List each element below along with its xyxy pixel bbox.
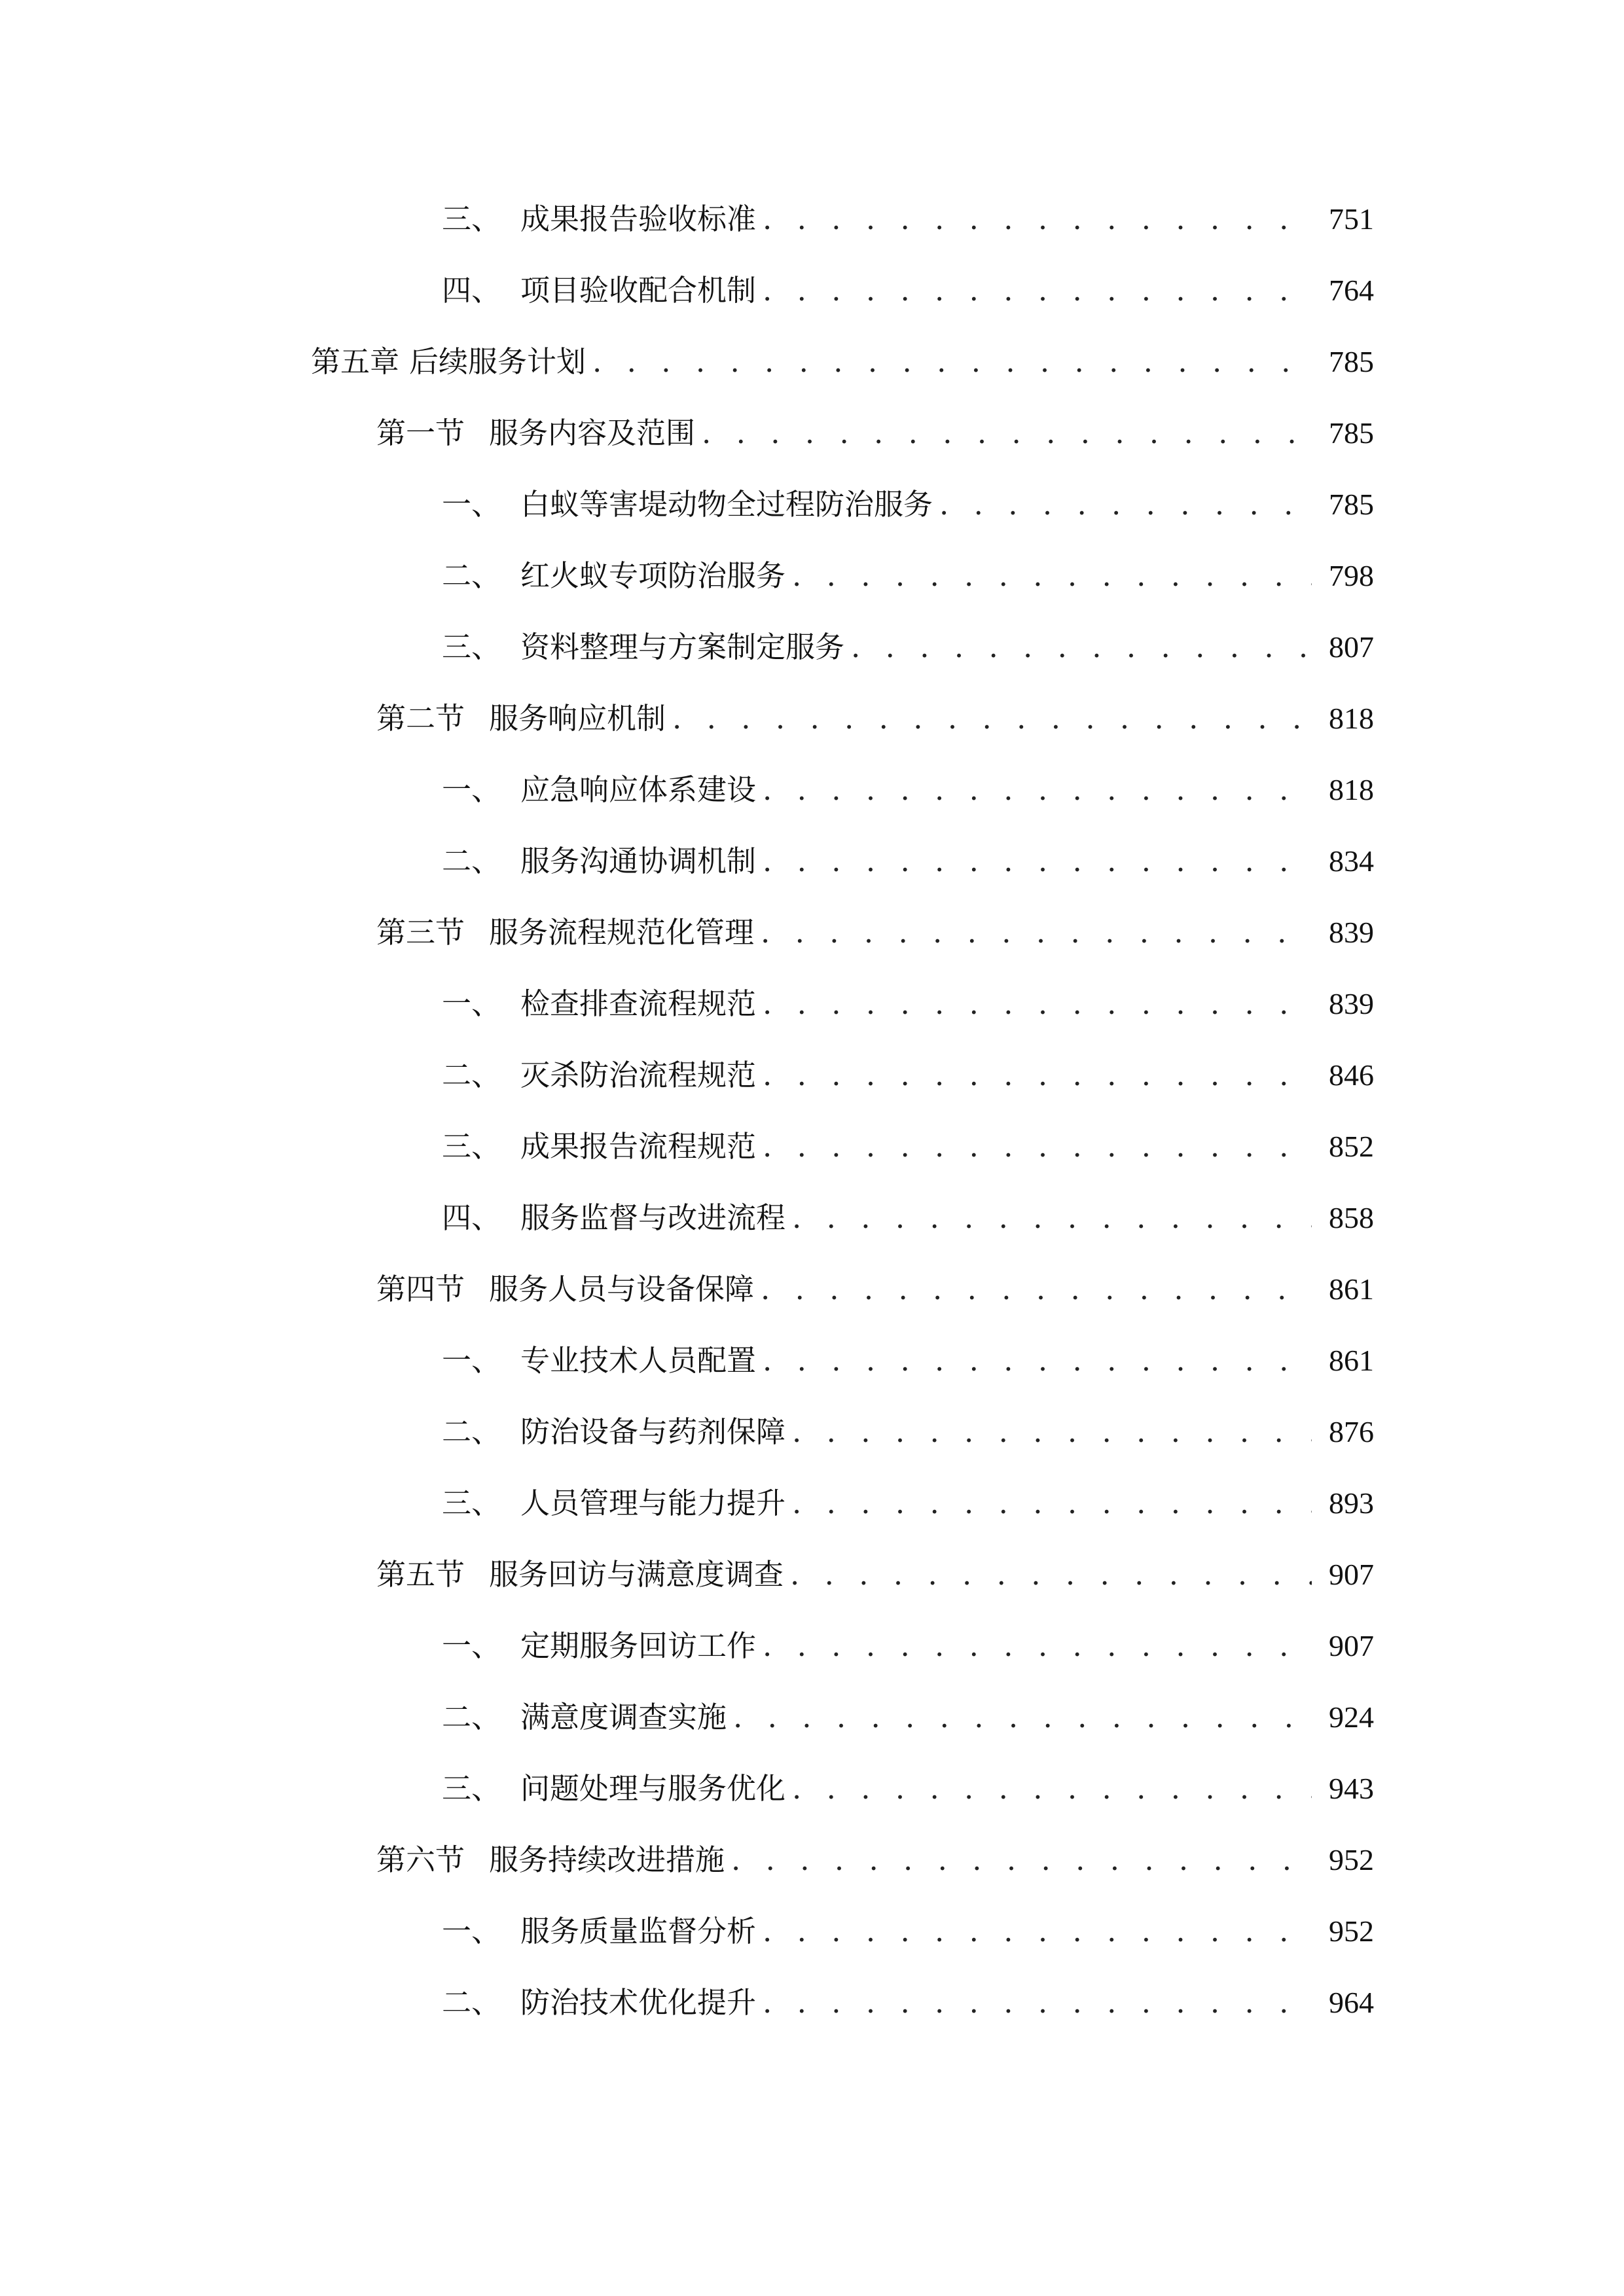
toc-entry-number: 一、 <box>442 772 501 807</box>
toc-entry-title: 服务回访与满意度调查 <box>489 1557 784 1592</box>
toc-dot-leader <box>763 1980 1312 2026</box>
toc-dot-leader <box>763 1909 1312 1954</box>
toc-section-entry[interactable] <box>376 910 1374 956</box>
toc-entry-title: 防治设备与药剂保障 <box>520 1414 786 1449</box>
toc-entry-number: 第五章 <box>311 344 400 379</box>
toc-entry[interactable] <box>442 1980 1374 2026</box>
toc-entry-page: 852 <box>1329 1130 1374 1163</box>
toc-entry-title: 定期服务回访工作 <box>520 1628 757 1663</box>
toc-entry-number: 一、 <box>442 1628 501 1663</box>
toc-entry-number: 三、 <box>442 1771 501 1806</box>
toc-entry-page: 952 <box>1329 1914 1374 1948</box>
toc-entry-page: 861 <box>1329 1344 1374 1377</box>
toc-dot-leader <box>761 910 1312 956</box>
toc-section-entry[interactable] <box>376 1837 1374 1883</box>
toc-entry-title: 问题处理与服务优化 <box>520 1771 786 1806</box>
toc-entry-title: 服务沟通协调机制 <box>520 844 757 878</box>
toc-entry-page: 798 <box>1329 559 1374 592</box>
toc-entry-page: 785 <box>1329 416 1374 450</box>
toc-entry-page: 893 <box>1329 1486 1374 1520</box>
toc-entry-page: 846 <box>1329 1058 1374 1092</box>
toc-entry-page: 785 <box>1329 488 1374 521</box>
toc-entry-number: 三、 <box>442 630 501 664</box>
toc-entry[interactable] <box>442 196 1374 242</box>
toc-entry-title: 资料整理与方案制定服务 <box>520 630 845 664</box>
toc-dot-leader <box>763 1338 1312 1384</box>
toc-entry-page: 839 <box>1329 916 1374 949</box>
toc-entry-title: 服务流程规范化管理 <box>489 915 755 950</box>
toc-entry-number: 第六节 <box>376 1842 465 1877</box>
toc-entry-number: 一、 <box>442 1914 501 1948</box>
toc-entry[interactable] <box>442 1124 1374 1170</box>
toc-dot-leader <box>763 196 1312 242</box>
toc-entry-number: 三、 <box>442 1129 501 1164</box>
toc-entry-title: 服务人员与设备保障 <box>489 1272 755 1306</box>
toc-entry-number: 一、 <box>442 986 501 1021</box>
toc-section-entry[interactable] <box>376 1552 1374 1598</box>
toc-entry-page: 952 <box>1329 1843 1374 1876</box>
toc-dot-leader <box>792 553 1312 599</box>
toc-dot-leader <box>763 268 1312 314</box>
toc-dot-leader <box>790 1552 1312 1598</box>
toc-entry-title: 服务持续改进措施 <box>489 1842 725 1877</box>
toc-dot-leader <box>733 1695 1312 1740</box>
toc-entry[interactable] <box>442 1338 1374 1384</box>
toc-entry-title: 服务内容及范围 <box>489 416 696 450</box>
toc-dot-leader <box>763 838 1312 884</box>
toc-dot-leader <box>939 482 1312 528</box>
toc-entry-number: 三、 <box>442 202 501 236</box>
toc-entry-number: 第二节 <box>376 701 465 736</box>
toc-entry-page: 861 <box>1329 1272 1374 1306</box>
toc-entry[interactable] <box>442 1195 1374 1241</box>
toc-dot-leader <box>763 1052 1312 1098</box>
toc-entry-page: 839 <box>1329 987 1374 1020</box>
toc-entry-number: 第一节 <box>376 416 465 450</box>
toc-entry-page: 764 <box>1329 274 1374 307</box>
toc-entry-page: 818 <box>1329 773 1374 806</box>
toc-dot-leader <box>792 1766 1312 1812</box>
toc-dot-leader <box>851 624 1312 670</box>
toc-entry-number: 一、 <box>442 1343 501 1378</box>
toc-entry-page: 924 <box>1329 1700 1374 1734</box>
toc-entry[interactable] <box>442 268 1374 314</box>
toc-entry-page: 751 <box>1329 202 1374 236</box>
toc-entry-number: 二、 <box>442 1700 501 1734</box>
toc-entry[interactable] <box>442 981 1374 1027</box>
toc-entry-title: 应急响应体系建设 <box>520 772 757 807</box>
toc-entry-number: 二、 <box>442 558 501 593</box>
toc-dot-leader <box>672 696 1312 742</box>
toc-dot-leader <box>763 981 1312 1027</box>
toc-entry[interactable] <box>442 1766 1374 1812</box>
toc-entry[interactable] <box>442 624 1374 670</box>
toc-section-entry[interactable] <box>376 696 1374 742</box>
toc-entry-number: 二、 <box>442 1058 501 1092</box>
toc-entry-title: 服务质量监督分析 <box>520 1914 757 1948</box>
toc-entry-number: 第四节 <box>376 1272 465 1306</box>
toc-entry-page: 858 <box>1329 1201 1374 1234</box>
toc-entry[interactable] <box>442 1695 1374 1740</box>
toc-entry-title: 后续服务计划 <box>409 344 586 379</box>
toc-entry-number: 三、 <box>442 1486 501 1520</box>
toc-entry-title: 检查排查流程规范 <box>520 986 757 1021</box>
toc-entry-title: 服务响应机制 <box>489 701 666 736</box>
toc-entry-number: 第五节 <box>376 1557 465 1592</box>
toc-entry-number: 一、 <box>442 487 501 522</box>
toc-entry-title: 满意度调查实施 <box>520 1700 727 1734</box>
toc-entry[interactable] <box>442 1052 1374 1098</box>
toc-entry-page: 834 <box>1329 844 1374 878</box>
toc-entry[interactable] <box>442 553 1374 599</box>
toc-entry-page: 964 <box>1329 1986 1374 2019</box>
toc-entry-title: 人员管理与能力提升 <box>520 1486 786 1520</box>
toc-entry[interactable] <box>442 838 1374 884</box>
toc-dot-leader <box>792 1195 1312 1241</box>
toc-dot-leader <box>763 1623 1312 1669</box>
toc-entry[interactable] <box>442 1480 1374 1526</box>
toc-dot-leader <box>731 1837 1312 1883</box>
toc-entry-page: 785 <box>1329 345 1374 378</box>
toc-entry-number: 四、 <box>442 273 501 308</box>
toc-entry-title: 成果报告验收标准 <box>520 202 757 236</box>
toc-entry[interactable] <box>442 482 1374 528</box>
toc-entry[interactable] <box>442 767 1374 813</box>
toc-entry[interactable] <box>442 1909 1374 1954</box>
toc-chapter-entry[interactable] <box>311 339 1374 385</box>
toc-entry-number: 二、 <box>442 844 501 878</box>
toc-dot-leader <box>761 1266 1312 1312</box>
toc-entry-page: 807 <box>1329 630 1374 664</box>
toc-dot-leader <box>763 1124 1312 1170</box>
toc-entry-page: 818 <box>1329 702 1374 735</box>
toc-dot-leader <box>792 1480 1312 1526</box>
toc-entry-page: 907 <box>1329 1629 1374 1662</box>
toc-section-entry[interactable] <box>376 410 1374 456</box>
toc-dot-leader <box>592 339 1312 385</box>
toc-entry-title: 专业技术人员配置 <box>520 1343 757 1378</box>
toc-entry-title: 白蚁等害堤动物全过程防治服务 <box>520 487 933 522</box>
toc-dot-leader <box>792 1409 1312 1455</box>
toc-dot-leader <box>763 767 1312 813</box>
toc-entry-title: 灭杀防治流程规范 <box>520 1058 757 1092</box>
toc-entry-title: 成果报告流程规范 <box>520 1129 757 1164</box>
toc-entry-title: 红火蚁专项防治服务 <box>520 558 786 593</box>
toc-dot-leader <box>702 410 1312 456</box>
toc-entry-number: 第三节 <box>376 915 465 950</box>
toc-entry-number: 二、 <box>442 1985 501 2020</box>
toc-entry-title: 项目验收配合机制 <box>520 273 757 308</box>
toc-entry-page: 907 <box>1329 1558 1374 1591</box>
toc-entry-page: 876 <box>1329 1415 1374 1448</box>
toc-entry-page: 943 <box>1329 1772 1374 1805</box>
toc-entry[interactable] <box>442 1623 1374 1669</box>
toc-entry-number: 二、 <box>442 1414 501 1449</box>
toc-entry[interactable] <box>442 1409 1374 1455</box>
toc-entry-number: 四、 <box>442 1200 501 1235</box>
toc-entry-title: 服务监督与改进流程 <box>520 1200 786 1235</box>
toc-entry-title: 防治技术优化提升 <box>520 1985 757 2020</box>
toc-section-entry[interactable] <box>376 1266 1374 1312</box>
